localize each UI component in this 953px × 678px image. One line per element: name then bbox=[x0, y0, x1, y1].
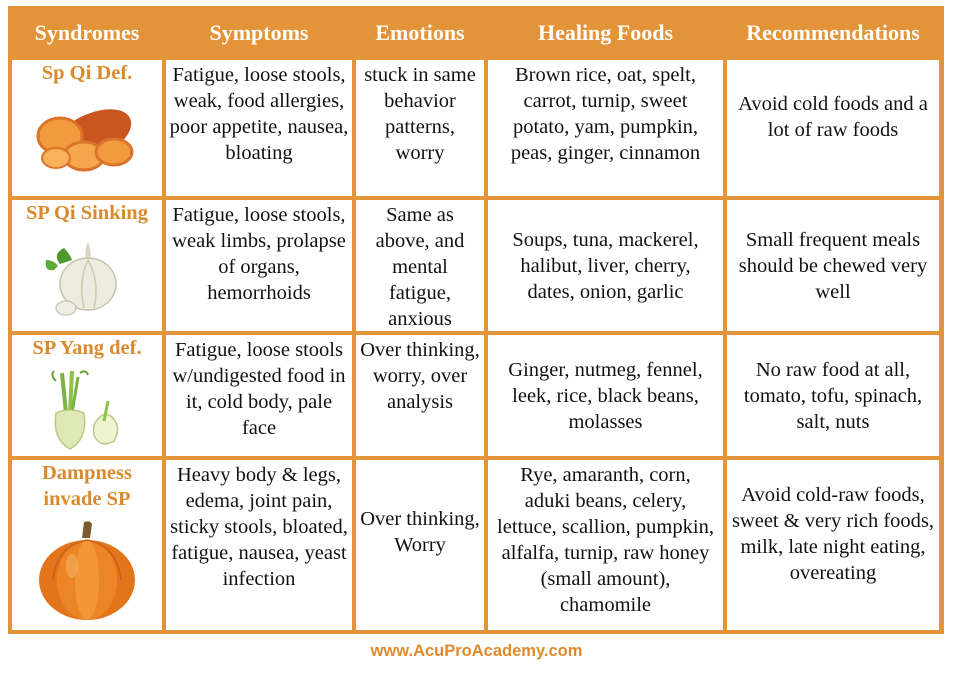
syndrome-cell bbox=[12, 335, 162, 456]
footer-url[interactable]: www.AcuProAcademy.com bbox=[370, 642, 583, 660]
syndrome-name: Dampness invade SP bbox=[42, 462, 132, 510]
recommendations-cell: Avoid cold-raw foods, sweet & very rich foods, milk, late night eating, overeating bbox=[727, 460, 939, 630]
header-emotions: Emotions bbox=[356, 10, 484, 56]
symptoms-cell: Fatigue, loose stools, weak, food allergies, poor appetite, nausea, bloating bbox=[166, 60, 352, 196]
recommendations-cell: Small frequent meals should be chewed very well bbox=[727, 200, 939, 331]
sweet-potato-image bbox=[32, 96, 142, 176]
header-symptoms: Symptoms bbox=[166, 10, 352, 56]
emotions-cell: stuck in same behavior patterns, worry bbox=[356, 60, 484, 196]
garlic-image bbox=[42, 234, 132, 324]
emotions-cell: Same as above, and mental fatigue, anxious bbox=[356, 200, 484, 331]
fennel-image bbox=[42, 367, 132, 455]
foods-cell: Soups, tuna, mackerel, halibut, liver, cherry, dates, onion, garlic bbox=[488, 200, 723, 331]
syndrome-name: SP Qi Sinking bbox=[26, 202, 148, 224]
header-syndromes: Syndromes bbox=[12, 10, 162, 56]
emotions-cell: Over thinking, worry, over analysis bbox=[356, 335, 484, 456]
pumpkin-image bbox=[32, 518, 142, 628]
emotions-cell: Over thinking, Worry bbox=[356, 460, 484, 630]
syndrome-cell bbox=[12, 60, 162, 196]
syndrome-cell bbox=[12, 460, 162, 630]
foods-cell: Ginger, nutmeg, fennel, leek, rice, black beans, molasses bbox=[488, 335, 723, 456]
header-recommendations: Recommendations bbox=[727, 10, 939, 56]
syndrome-cell bbox=[12, 200, 162, 331]
symptoms-cell: Heavy body & legs, edema, joint pain, sticky stools, bloated, fatigue, nausea, yeast infection bbox=[166, 460, 352, 630]
recommendations-cell: No raw food at all, tomato, tofu, spinach, salt, nuts bbox=[727, 335, 939, 456]
foods-cell: Brown rice, oat, spelt, carrot, turnip, sweet potato, yam, pumpkin, peas, ginger, cinnamon bbox=[488, 60, 723, 196]
recommendations-cell: Avoid cold foods and a lot of raw foods bbox=[727, 60, 939, 196]
symptoms-cell: Fatigue, loose stools w/undigested food in it, cold body, pale face bbox=[166, 335, 352, 456]
symptoms-cell: Fatigue, loose stools, weak limbs, prolapse of organs, hemorrhoids bbox=[166, 200, 352, 331]
syndrome-name: Sp Qi Def. bbox=[41, 62, 133, 84]
header-healing-foods: Healing Foods bbox=[488, 10, 723, 56]
foods-cell: Rye, amaranth, corn, aduki beans, celery, lettuce, scallion, pumpkin, alfalfa, turnip, raw honey (small amount), chamomile bbox=[488, 460, 723, 630]
syndrome-name: SP Yang def. bbox=[32, 337, 142, 359]
